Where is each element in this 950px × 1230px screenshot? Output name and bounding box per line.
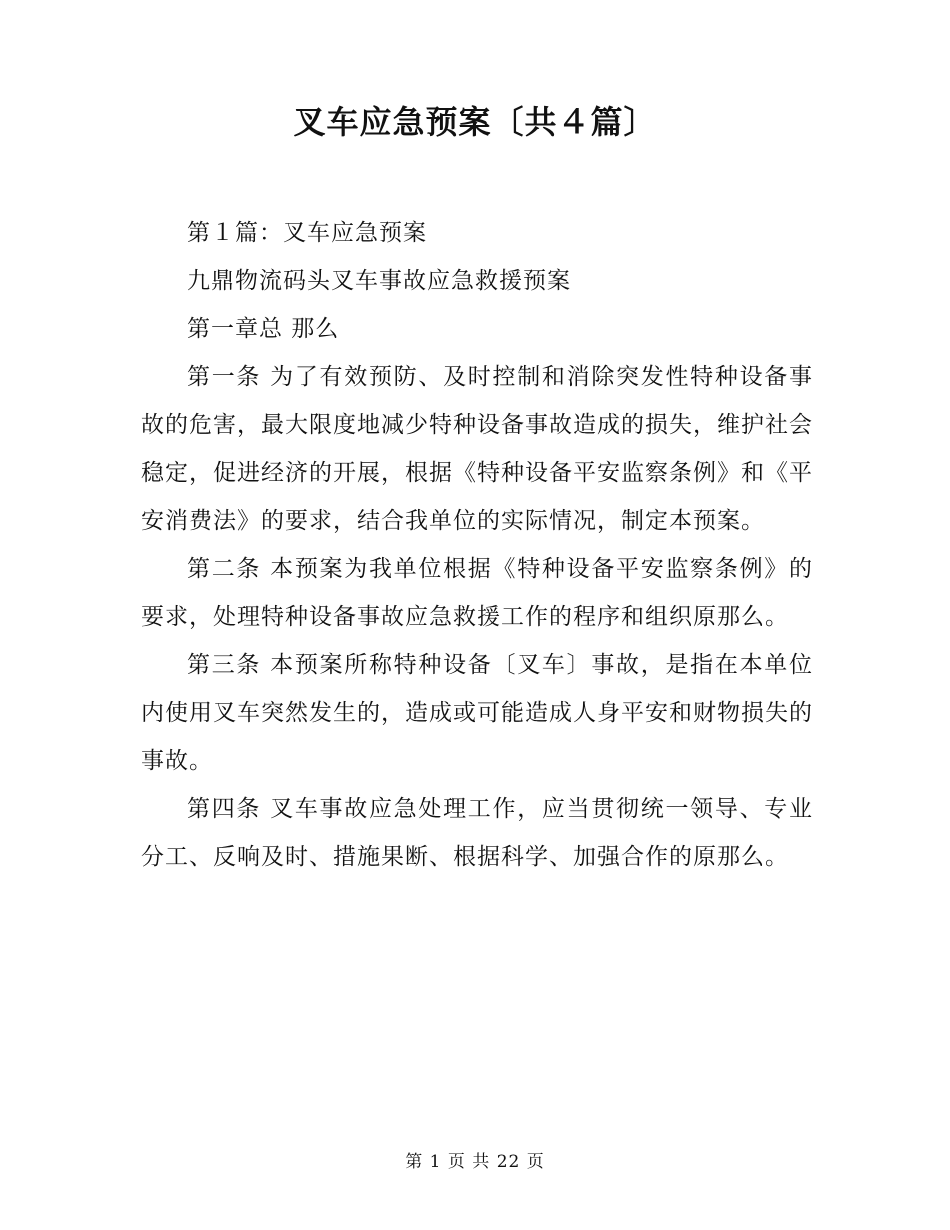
paragraph-plan-title: 九鼎物流码头叉车事故应急救援预案 — [187, 268, 571, 294]
paragraph-article-3: 第三条 本预案所称特种设备〔叉车〕事故，是指在本单位内使用叉车突然发生的，造成或可能造成人身平安和财物损失的事故。 — [141, 652, 813, 774]
paragraph-article-2: 第二条 本预案为我单位根据《特种设备平安监察条例》的要求，处理特种设备事故应急救援工作的程序和组织原那么。 — [141, 556, 813, 630]
paragraph-chapter-heading: 第１篇：叉车应急预案 — [187, 220, 427, 246]
paragraph-article-1: 第一条 为了有效预防、及时控制和消除突发性特种设备事故的危害，最大限度地减少特种设备事故造成的损失，维护社会稳定，促进经济的开展，根据《特种设备平安监察条例》和《平安消费法》的要求，结合我单位的实际情况，制定本预案。 — [141, 364, 813, 534]
paragraph-article-4: 第四条 叉车事故应急处理工作，应当贯彻统一领导、专业分工、反响及时、措施果断、根据科学、加强合作的原那么。 — [141, 796, 813, 870]
page-footer: 第 1 页 共 22 页 — [405, 1152, 545, 1172]
document-title: 叉车应急预案〔共４篇〕 — [293, 103, 657, 141]
document-body — [141, 209, 813, 881]
paragraph-general-provisions: 第一章总 那么 — [187, 316, 340, 342]
